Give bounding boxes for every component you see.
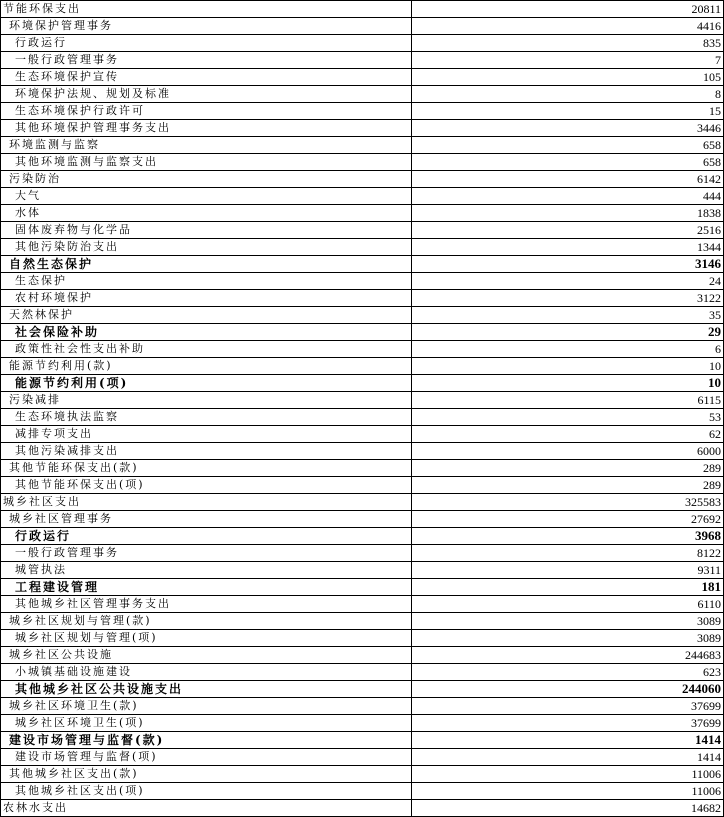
item-amount: 658 [412, 154, 724, 171]
item-name: 生态保护 [1, 273, 412, 290]
item-name: 社会保险补助 [1, 324, 412, 341]
table-row [1, 766, 724, 783]
item-name: 农林水支出 [1, 800, 412, 817]
item-amount: 2516 [412, 222, 724, 239]
table-row [1, 35, 724, 52]
item-name: 城管执法 [1, 562, 412, 579]
item-amount: 325583 [412, 494, 724, 511]
item-name: 一般行政管理事务 [1, 545, 412, 562]
item-name: 生态环境执法监察 [1, 409, 412, 426]
item-name: 行政运行 [1, 35, 412, 52]
item-amount: 3122 [412, 290, 724, 307]
table-row [1, 749, 724, 766]
item-name: 污染减排 [1, 392, 412, 409]
table-row [1, 562, 724, 579]
item-name: 一般行政管理事务 [1, 52, 412, 69]
item-amount: 1838 [412, 205, 724, 222]
item-amount: 8 [412, 86, 724, 103]
table-row [1, 443, 724, 460]
item-name: 其他城乡社区支出(款) [1, 766, 412, 783]
item-amount: 6 [412, 341, 724, 358]
item-amount: 6000 [412, 443, 724, 460]
item-amount: 3968 [412, 528, 724, 545]
table-row [1, 18, 724, 35]
item-name: 固体废弃物与化学品 [1, 222, 412, 239]
item-name: 大气 [1, 188, 412, 205]
table-row [1, 630, 724, 647]
table-row [1, 103, 724, 120]
table-body [1, 1, 724, 817]
item-name: 污染防治 [1, 171, 412, 188]
item-amount: 35 [412, 307, 724, 324]
table-row [1, 307, 724, 324]
item-amount: 14682 [412, 800, 724, 817]
table-row [1, 596, 724, 613]
table-row [1, 681, 724, 698]
item-amount: 289 [412, 477, 724, 494]
table-row [1, 290, 724, 307]
item-name: 天然林保护 [1, 307, 412, 324]
item-name: 节能环保支出 [1, 1, 412, 18]
table-row [1, 494, 724, 511]
table-row [1, 239, 724, 256]
item-name: 生态环境保护行政许可 [1, 103, 412, 120]
table-row [1, 154, 724, 171]
item-amount: 37699 [412, 715, 724, 732]
table-row [1, 86, 724, 103]
item-name: 城乡社区支出 [1, 494, 412, 511]
table-row [1, 409, 724, 426]
item-amount: 24 [412, 273, 724, 290]
item-name: 生态环境保护宣传 [1, 69, 412, 86]
item-name: 行政运行 [1, 528, 412, 545]
table-row [1, 545, 724, 562]
item-name: 其他污染减排支出 [1, 443, 412, 460]
item-amount: 11006 [412, 783, 724, 800]
item-amount: 3146 [412, 256, 724, 273]
table-row [1, 69, 724, 86]
item-amount: 27692 [412, 511, 724, 528]
item-amount: 10 [412, 358, 724, 375]
table-row [1, 800, 724, 817]
item-amount: 3446 [412, 120, 724, 137]
item-name: 城乡社区环境卫生(项) [1, 715, 412, 732]
item-amount: 11006 [412, 766, 724, 783]
item-name: 减排专项支出 [1, 426, 412, 443]
item-name: 小城镇基础设施建设 [1, 664, 412, 681]
item-amount: 3089 [412, 630, 724, 647]
item-name: 其他环境监测与监察支出 [1, 154, 412, 171]
table-row [1, 120, 724, 137]
item-name: 其他污染防治支出 [1, 239, 412, 256]
item-amount: 444 [412, 188, 724, 205]
table-row [1, 222, 724, 239]
item-amount: 7 [412, 52, 724, 69]
item-amount: 6110 [412, 596, 724, 613]
item-amount: 15 [412, 103, 724, 120]
table-row [1, 137, 724, 154]
table-row [1, 783, 724, 800]
item-amount: 623 [412, 664, 724, 681]
item-name: 工程建设管理 [1, 579, 412, 596]
table-row [1, 647, 724, 664]
table-row [1, 324, 724, 341]
table-row [1, 732, 724, 749]
item-amount: 181 [412, 579, 724, 596]
item-amount: 62 [412, 426, 724, 443]
table-row [1, 426, 724, 443]
item-amount: 10 [412, 375, 724, 392]
item-name: 其他城乡社区公共设施支出 [1, 681, 412, 698]
item-name: 能源节约利用(项) [1, 375, 412, 392]
item-name: 其他环境保护管理事务支出 [1, 120, 412, 137]
item-amount: 1344 [412, 239, 724, 256]
item-amount: 37699 [412, 698, 724, 715]
item-name: 环境监测与监察 [1, 137, 412, 154]
table-row [1, 52, 724, 69]
item-amount: 3089 [412, 613, 724, 630]
item-amount: 4416 [412, 18, 724, 35]
table-row [1, 256, 724, 273]
table-row [1, 1, 724, 18]
table-row [1, 188, 724, 205]
table-row [1, 613, 724, 630]
item-amount: 20811 [412, 1, 724, 18]
table-row [1, 477, 724, 494]
table-row [1, 528, 724, 545]
item-amount: 9311 [412, 562, 724, 579]
table-row [1, 375, 724, 392]
table-row [1, 171, 724, 188]
table-row [1, 460, 724, 477]
item-amount: 1414 [412, 749, 724, 766]
item-name: 水体 [1, 205, 412, 222]
item-name: 自然生态保护 [1, 256, 412, 273]
item-amount: 6142 [412, 171, 724, 188]
table-row [1, 341, 724, 358]
item-name: 环境保护管理事务 [1, 18, 412, 35]
item-amount: 1414 [412, 732, 724, 749]
item-name: 城乡社区公共设施 [1, 647, 412, 664]
item-amount: 6115 [412, 392, 724, 409]
item-name: 城乡社区管理事务 [1, 511, 412, 528]
item-name: 其他城乡社区支出(项) [1, 783, 412, 800]
item-name: 其他城乡社区管理事务支出 [1, 596, 412, 613]
item-name: 建设市场管理与监督(项) [1, 749, 412, 766]
item-name: 环境保护法规、规划及标准 [1, 86, 412, 103]
item-amount: 53 [412, 409, 724, 426]
item-amount: 244683 [412, 647, 724, 664]
item-name: 建设市场管理与监督(款) [1, 732, 412, 749]
item-name: 其他节能环保支出(项) [1, 477, 412, 494]
table-row [1, 205, 724, 222]
table-row [1, 715, 724, 732]
table-row [1, 698, 724, 715]
item-name: 其他节能环保支出(款) [1, 460, 412, 477]
item-name: 城乡社区规划与管理(款) [1, 613, 412, 630]
table-row [1, 511, 724, 528]
item-name: 城乡社区环境卫生(款) [1, 698, 412, 715]
table-row [1, 392, 724, 409]
item-name: 政策性社会性支出补助 [1, 341, 412, 358]
table-row [1, 579, 724, 596]
item-amount: 658 [412, 137, 724, 154]
item-amount: 289 [412, 460, 724, 477]
table-row [1, 664, 724, 681]
table-row [1, 273, 724, 290]
item-amount: 8122 [412, 545, 724, 562]
table-row [1, 358, 724, 375]
item-name: 城乡社区规划与管理(项) [1, 630, 412, 647]
item-amount: 835 [412, 35, 724, 52]
item-amount: 29 [412, 324, 724, 341]
item-name: 农村环境保护 [1, 290, 412, 307]
item-name: 能源节约利用(款) [1, 358, 412, 375]
item-amount: 244060 [412, 681, 724, 698]
item-amount: 105 [412, 69, 724, 86]
